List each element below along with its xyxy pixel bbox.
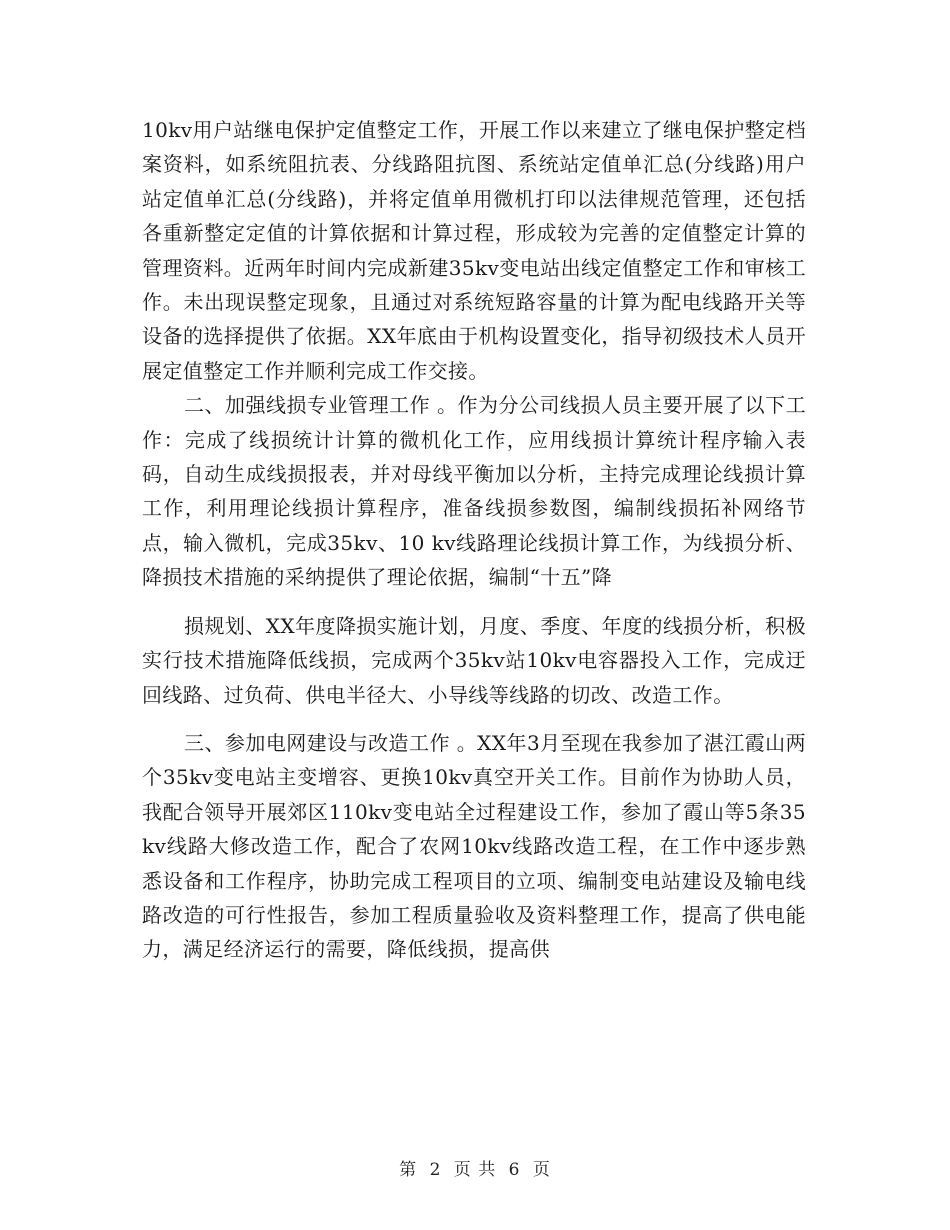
footer-suffix: 页 — [532, 1160, 551, 1180]
footer-total-pages: 6 — [508, 1160, 521, 1180]
document-body — [142, 113, 806, 967]
paragraph-relay-protection: 10kv用户站继电保护定值整定工作，开展工作以来建立了继电保护整定档案资料，如系统阻抗表、分线路阻抗图、系统站定值单汇总(分线路)用户站定值单汇总(分线路)，并将定值单用微机打印以法律规范管理，还包括各重新整定定值的计算依据和计算过程，形成较为完善的定值整定计算的管理资料。近两年时间内完成新建35kv变电站出线定值整定工作和审核工作。未出现误整定现象，且通过对系统短路容量的计算为配电线路开关等设备的选择提供了依据。XX年底由于机构设置变化，指导初级技术人员开展定值整定工作并顺利完成工作交接。 — [142, 118, 806, 383]
paragraph-line-loss-management: 二、加强线损专业管理工作 。作为分公司线损人员主要开展了以下工作：完成了线损统计计算的微机化工作，应用线损计算统计程序输入表码，自动生成线损报表，并对母线平衡加以分析，主持完成理论线损计算工作，利用理论线损计算程序，准备线损参数图，编制线损拓补网络节点，输入微机，完成35kv、10 kv线路理论线损计算工作，为线损分析、降损技术措施的采纳提供了理论依据，编制“十五”降 — [142, 393, 806, 590]
footer-prefix: 第 — [399, 1160, 418, 1180]
paragraph-grid-construction: 三、参加电网建设与改造工作 。XX年3月至现在我参加了湛江霞山两个35kv变电站主变增容、更换10kv真空开关工作。目前作为协助人员，我配合领导开展郊区110kv变电站全过程建设工作，参加了霞山等5条35kv线路大修改造工作，配合了农网10kv线路改造工程，在工作中逐步熟悉设备和工作程序，协助完成工程项目的立项、编制变电站建设及输电线路改造的可行性报告，参加工程质量验收及资料整理工作，提高了供电能力，满足经济运行的需要，降低线损，提高供 — [142, 730, 806, 962]
footer-current-page: 2 — [429, 1160, 442, 1180]
paragraph-loss-reduction-plan: 损规划、XX年度降损实施计划，月度、季度、年度的线损分析，积极实行技术措施降低线损，完成两个35kv站10kv电容器投入工作，完成迂回线路、过负荷、供电半径大、小导线等线路的切改、改造工作。 — [142, 613, 806, 707]
footer-mid: 页 共 — [453, 1160, 497, 1180]
page-footer — [0, 1155, 950, 1180]
